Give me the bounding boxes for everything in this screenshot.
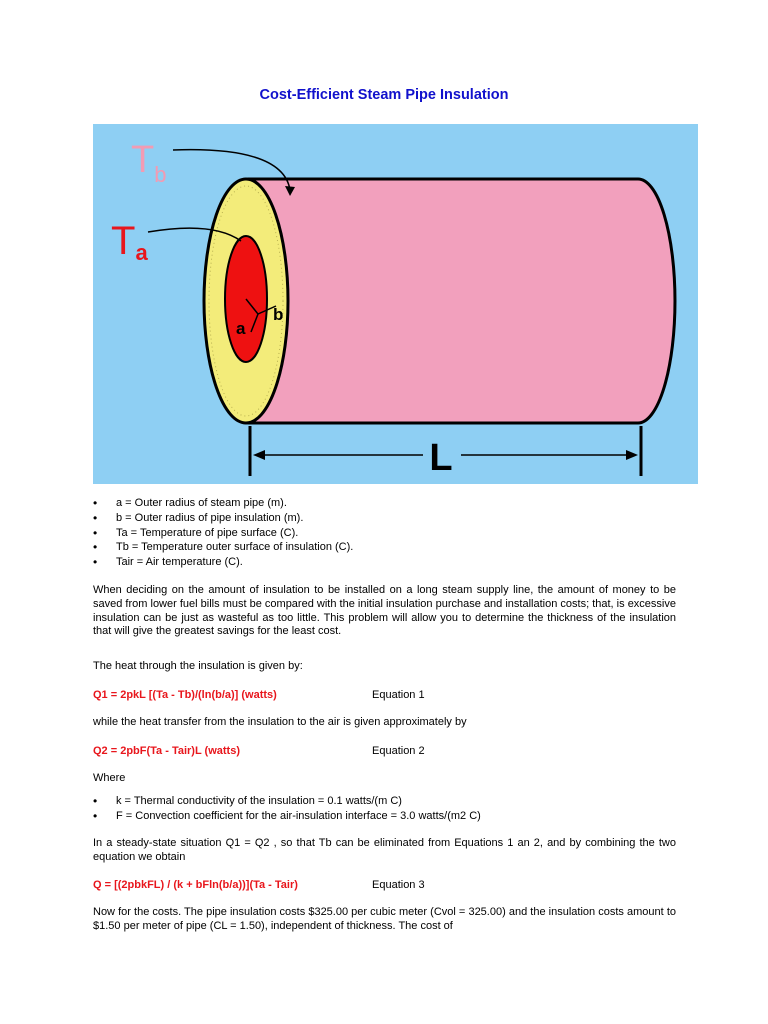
definition-item: • Ta = Temperature of pipe surface (C). — [93, 526, 353, 541]
pipe-body — [249, 179, 675, 423]
steam-pipe-diagram — [93, 124, 698, 484]
equation-1-row — [93, 688, 425, 702]
equation-2-formula: Q2 = 2pbF(Ta - Tair)L (watts) — [93, 745, 240, 757]
transfer-paragraph: while the heat transfer from the insulation to the air is given approximately by — [93, 716, 467, 728]
label-tb: $T_b$ — [131, 139, 167, 187]
definition-item: • Tair = Air temperature (C). — [93, 555, 353, 570]
where-label: Where — [93, 772, 126, 784]
coefficient-list — [93, 794, 481, 824]
definition-item: • b = Outer radius of pipe insulation (m). — [93, 511, 353, 526]
intro-paragraph: When deciding on the amount of insulation to be installed on a long steam supply line, the amount of money to be saved from lower fuel bills must be compared with the initial insulation purchase and installation costs; that, is excessive insulation can be just as wasteful as too little. This problem will allow you to determine the thickness of the insulation that will give the greatest savings for the least cost. — [93, 584, 676, 638]
equation-2-row — [93, 744, 425, 758]
page-title: Cost-Efficient Steam Pipe Insulation — [259, 87, 509, 103]
equation-3-row — [93, 878, 425, 892]
costs-paragraph: Now for the costs. The pipe insulation costs $325.00 per cubic meter (Cvol = 325.00) and the insulation costs amount to $1.50 per meter of pipe (CL = 1.50), independent of thickness. The cost of — [93, 906, 676, 932]
variable-definitions-list — [93, 496, 353, 570]
equation-3-label: Equation 3 — [372, 879, 425, 891]
label-l: L — [429, 437, 453, 479]
coefficient-item: • F = Convection coefficient for the air-insulation interface = 3.0 watts/(m2 C) — [93, 809, 481, 824]
steady-state-paragraph: In a steady-state situation Q1 = Q2 , so that Tb can be eliminated from Equations 1 an 2, and by combining the two equation we obtain — [93, 837, 676, 863]
equation-1-label: Equation 1 — [372, 689, 425, 701]
label-a: a — [236, 319, 246, 338]
label-ta: Ta — [111, 219, 148, 265]
definition-item: • Tb = Temperature outer surface of insulation (C). — [93, 540, 353, 555]
coefficient-item: • k = Thermal conductivity of the insulation = 0.1 watts/(m C) — [93, 794, 481, 809]
heat-intro-paragraph: The heat through the insulation is given by: — [93, 660, 303, 672]
equation-1-formula: Q1 = 2pkL [(Ta - Tb)/(ln(b/a)] (watts) — [93, 689, 277, 701]
label-b: b — [273, 305, 284, 324]
equation-3-formula: Q = [(2pbkFL) / (k + bFln(b/a))](Ta - Tair) — [93, 879, 298, 891]
equation-2-label: Equation 2 — [372, 745, 425, 757]
definition-item: • a = Outer radius of steam pipe (m). — [93, 496, 353, 511]
